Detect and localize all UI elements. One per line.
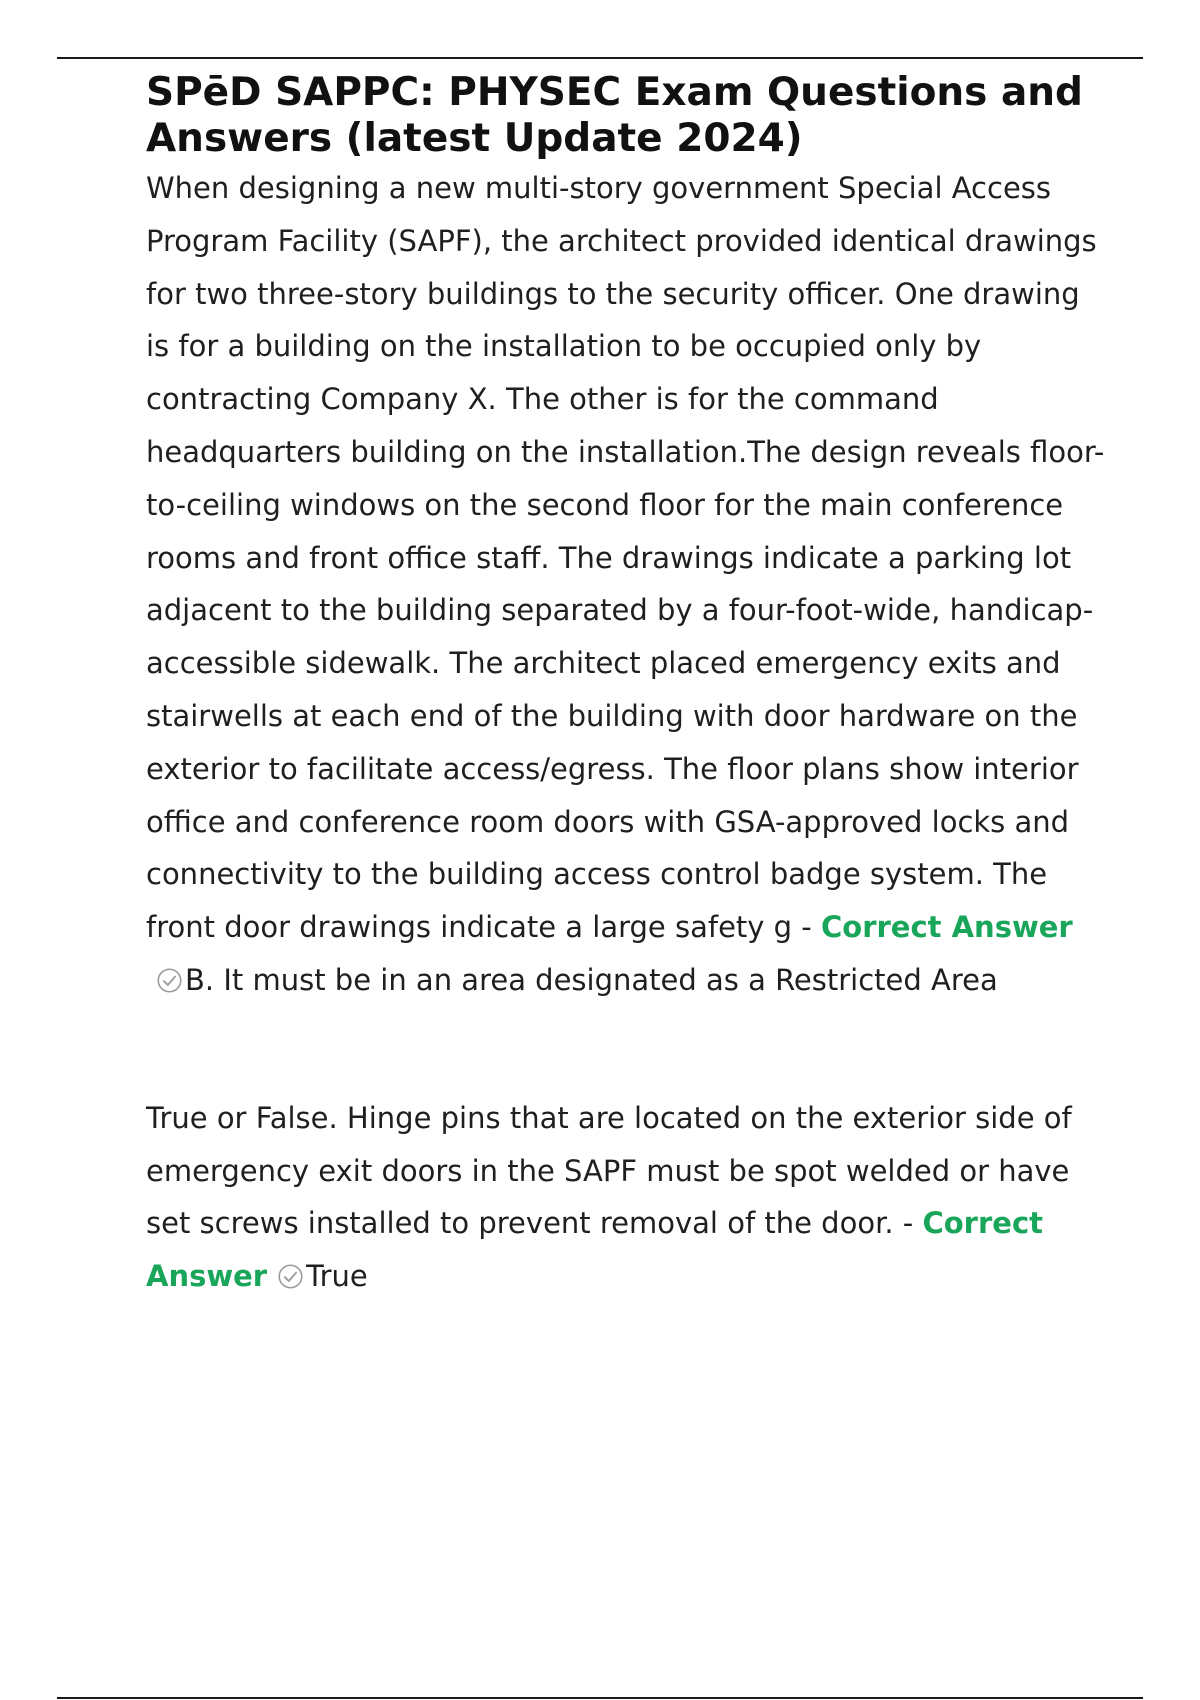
answer-text: B. It must be in an area designated as a Restricted Area [185,962,998,997]
correct-answer-label: Correct Answer [146,1206,1043,1294]
document-title: SPēD SAPPC: PHYSEC Exam Questions and Answers (latest Update 2024) [146,70,1083,161]
qa-item-1 [146,162,1106,1007]
question-text: When designing a new multi-story government Special Access Program Facility (SAPF), the architect provided identical drawings for two three-story buildings to the security officer. One drawing is for a building on the installation to be occupied only by contracting Company X. The other is for the command headquarters building on the installation.The design reveals floor-to-ceiling windows on the second floor for the main conference rooms and front office staff. The drawings indicate a parking lot adjacent to the building separated by a four-foot-wide, handicap-accessible sidewalk. The architect placed emergency exits and stairwells at each end of the building with door hardware on the exterior to facilitate access/egress. The floor plans show interior office and conference room doors with GSA-approved locks and connectivity to the building access control badge system. The front door drawings indicate a large safety g - [146,171,1105,945]
question-text: True or False. Hinge pins that are located on the exterior side of emergency exit doors in the SAPF must be spot welded or have set screws installed to prevent removal of the door. - [146,1100,1072,1241]
check-circle-icon [277,1254,304,1281]
answer-text: True [306,1259,368,1294]
bottom-rule [57,1697,1143,1699]
correct-answer-label: Correct Answer [820,910,1073,945]
document-body [146,70,1106,1303]
top-rule [57,57,1143,59]
qa-item-2 [146,1092,1106,1303]
check-circle-icon [156,958,183,985]
